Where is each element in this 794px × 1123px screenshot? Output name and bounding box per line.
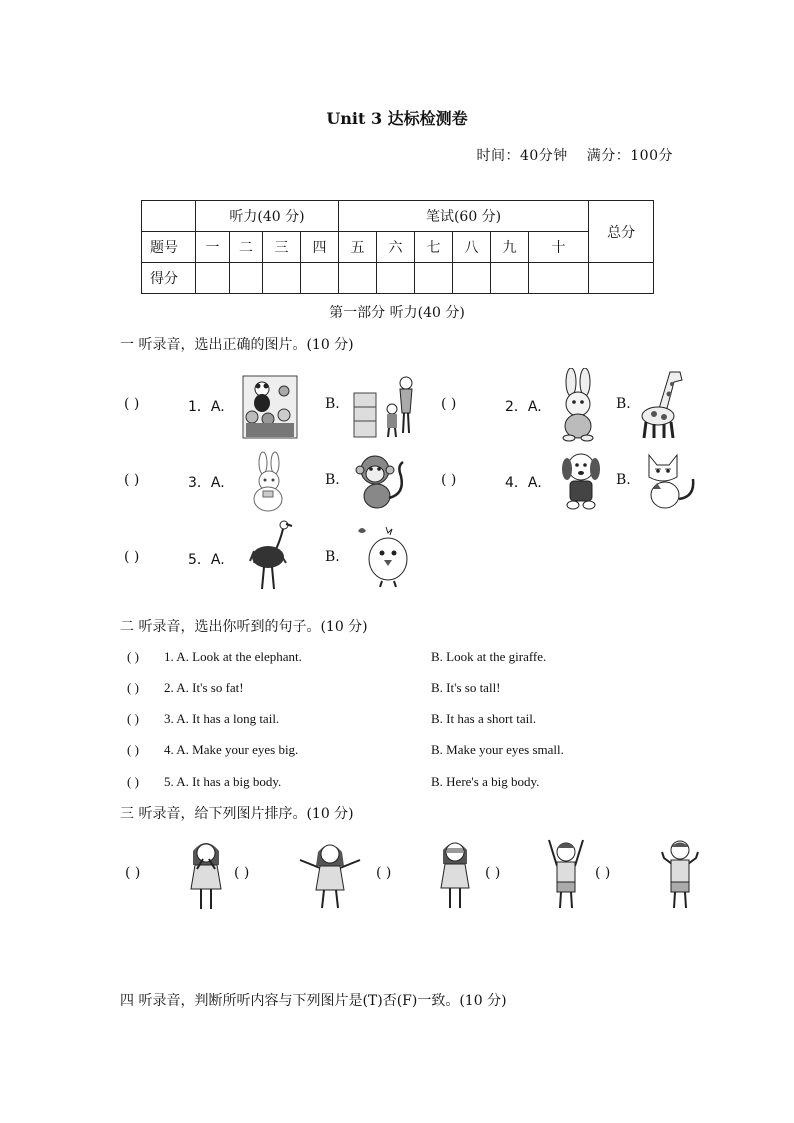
answer-bracket[interactable]: ( ) xyxy=(125,865,141,881)
answer-bracket[interactable]: ( ) xyxy=(127,711,139,726)
sentence-option-b: B. It's so tall! xyxy=(431,680,501,695)
answer-bracket[interactable]: ( ) xyxy=(485,865,501,881)
page-title: Unit 3 达标检测卷 xyxy=(326,109,468,128)
option-b-label: B. xyxy=(325,472,340,488)
col-2: 二 xyxy=(230,232,263,263)
score-cell[interactable] xyxy=(491,263,529,294)
sentence-option-b: B. It has a short tail. xyxy=(431,711,537,726)
score-cell[interactable] xyxy=(339,263,377,294)
col-10: 十 xyxy=(529,232,589,263)
section3-title: 三 听录音，给下列图片排序。(10 分) xyxy=(120,806,354,822)
option-b-label: B. xyxy=(616,396,631,412)
sentence-option-b: B. Here's a big body. xyxy=(431,774,540,789)
ostrich-picture[interactable] xyxy=(246,519,294,591)
boy-arms-up-picture[interactable] xyxy=(545,834,587,912)
section1-title: 一 听录音，选出正确的图片。(10 分) xyxy=(120,337,354,353)
option-b-label: B. xyxy=(616,472,631,488)
sentence-option-a: 4. A. Make your eyes big. xyxy=(164,742,299,757)
col-8: 八 xyxy=(453,232,491,263)
question-number: 5．A. xyxy=(188,552,225,568)
girl-arms-out-picture[interactable] xyxy=(296,838,364,912)
col-6: 六 xyxy=(377,232,415,263)
answer-bracket[interactable]: ( ) xyxy=(124,472,140,488)
full-score: 满分：100分 xyxy=(586,148,673,164)
girl-touching-face-picture[interactable] xyxy=(187,837,225,913)
col-3: 三 xyxy=(263,232,301,263)
answer-bracket[interactable]: ( ) xyxy=(127,742,139,757)
sentence-option-b: B. Make your eyes small. xyxy=(431,742,564,757)
answer-bracket[interactable]: ( ) xyxy=(441,396,457,412)
answer-bracket[interactable]: ( ) xyxy=(441,472,457,488)
col-7: 七 xyxy=(415,232,453,263)
answer-bracket[interactable]: ( ) xyxy=(127,680,139,695)
giraffe-picture[interactable] xyxy=(636,368,690,440)
score-cell[interactable] xyxy=(415,263,453,294)
question-number: 2．A. xyxy=(505,399,542,415)
writing-header: 笔试(60 分) xyxy=(339,201,589,232)
monkey-picture[interactable] xyxy=(353,450,409,512)
answer-bracket[interactable]: ( ) xyxy=(127,649,139,664)
option-b-label: B. xyxy=(325,396,340,412)
boy-shrugging-picture[interactable] xyxy=(660,836,700,912)
girl-covering-eyes-picture[interactable] xyxy=(437,836,473,912)
answer-bracket[interactable]: ( ) xyxy=(124,549,140,565)
sentence-option-a: 5. A. It has a big body. xyxy=(164,774,282,789)
section4-title: 四 听录音，判断所听内容与下列图片是(T)否(F)一致。(10 分) xyxy=(120,993,507,1009)
col-9: 九 xyxy=(491,232,529,263)
sentence-option-b: B. Look at the giraffe. xyxy=(431,649,547,664)
table-corner xyxy=(142,201,196,232)
part1-title: 第一部分 听力(40 分) xyxy=(329,305,465,321)
sentence-option-a: 1. A. Look at the elephant. xyxy=(164,649,302,664)
family-shopping-picture[interactable] xyxy=(352,373,414,439)
total-score-cell[interactable] xyxy=(589,263,654,294)
question-row-header: 题号 xyxy=(142,232,196,263)
answer-bracket[interactable]: ( ) xyxy=(234,865,250,881)
score-cell[interactable] xyxy=(529,263,589,294)
panda-crowd-picture[interactable] xyxy=(242,375,298,439)
col-4: 四 xyxy=(301,232,339,263)
col-5: 五 xyxy=(339,232,377,263)
score-cell[interactable] xyxy=(377,263,415,294)
col-1: 一 xyxy=(196,232,230,263)
section2-title: 二 听录音，选出你听到的句子。(10 分) xyxy=(120,619,368,635)
score-cell[interactable] xyxy=(196,263,230,294)
question-number: 4．A. xyxy=(505,475,542,491)
question-number: 3．A. xyxy=(188,475,225,491)
option-b-label: B. xyxy=(325,549,340,565)
score-row-header: 得分 xyxy=(142,263,196,294)
score-cell[interactable] xyxy=(263,263,301,294)
sentence-option-a: 3. A. It has a long tail. xyxy=(164,711,280,726)
score-table xyxy=(141,200,654,294)
score-cell[interactable] xyxy=(230,263,263,294)
answer-bracket[interactable]: ( ) xyxy=(376,865,392,881)
cat-picture[interactable] xyxy=(641,449,699,511)
answer-bracket[interactable]: ( ) xyxy=(595,865,611,881)
chick-picture[interactable] xyxy=(352,523,412,589)
exam-meta xyxy=(462,145,673,165)
time-limit: 时间：40分钟 xyxy=(476,148,568,164)
score-cell[interactable] xyxy=(301,263,339,294)
dog-picture[interactable] xyxy=(555,449,609,511)
sentence-option-a: 2. A. It's so fat! xyxy=(164,680,244,695)
answer-bracket[interactable]: ( ) xyxy=(127,774,139,789)
answer-bracket[interactable]: ( ) xyxy=(124,396,140,412)
total-header: 总分 xyxy=(589,201,654,263)
question-number: 1．A. xyxy=(188,399,225,415)
rabbit-picture[interactable] xyxy=(555,368,601,442)
bunny-picture[interactable] xyxy=(243,451,293,513)
score-cell[interactable] xyxy=(453,263,491,294)
listening-header: 听力(40 分) xyxy=(196,201,339,232)
